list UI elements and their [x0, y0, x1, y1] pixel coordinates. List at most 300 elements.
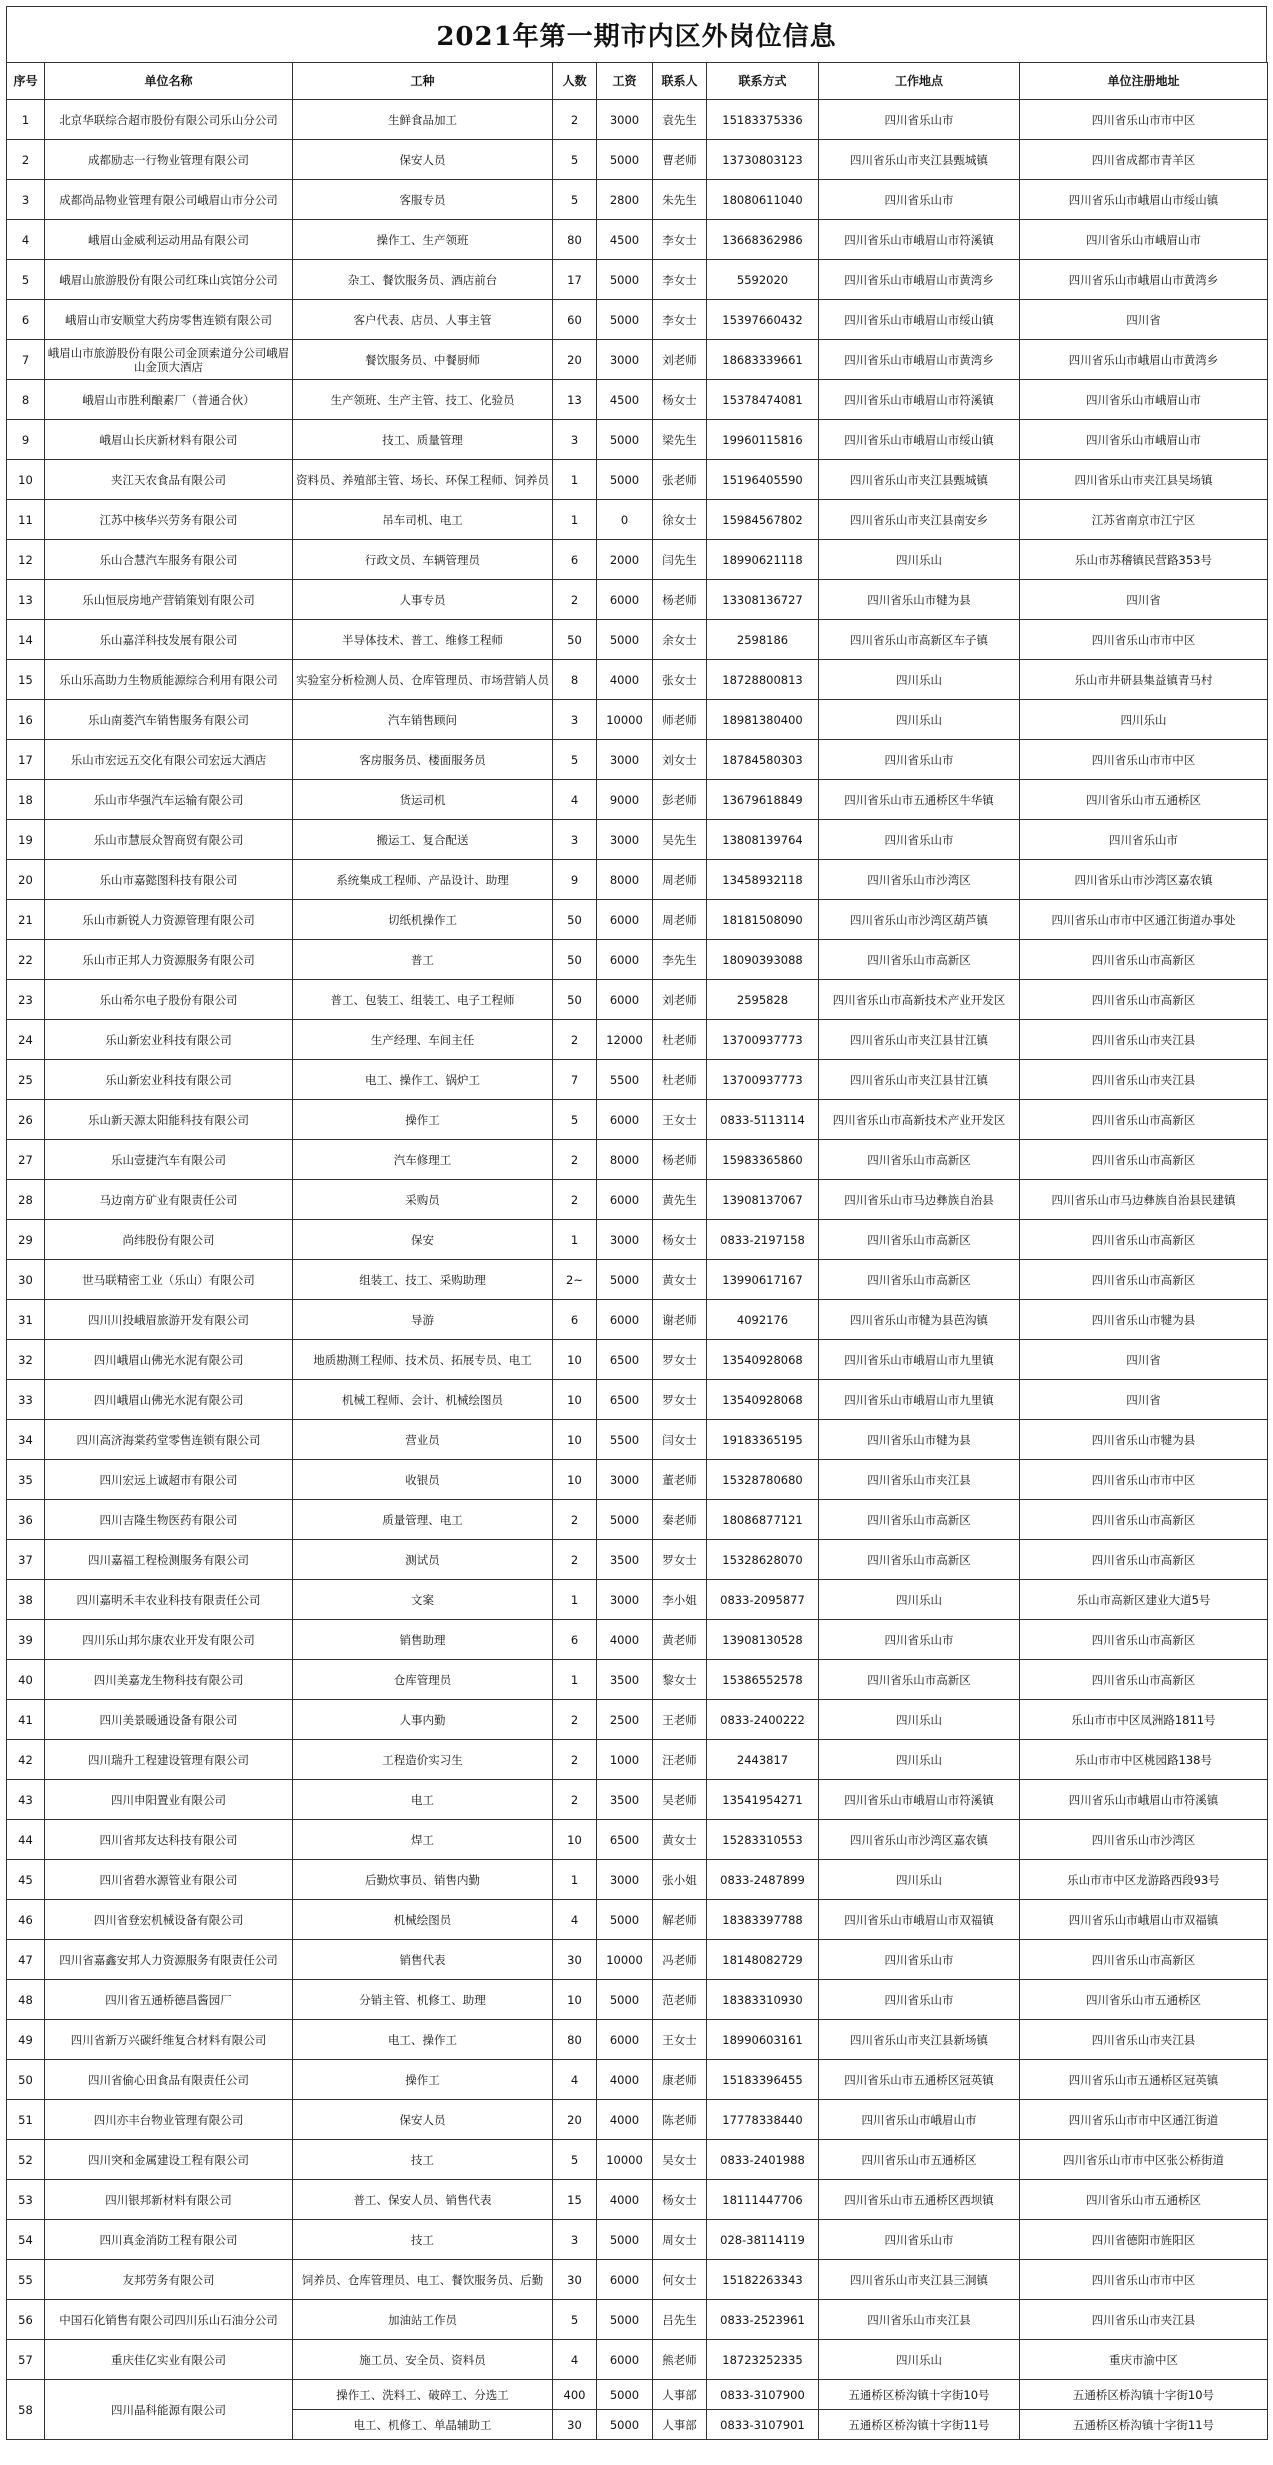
registered-address: 四川省乐山市市中区 [1020, 2260, 1268, 2300]
headcount: 80 [553, 2020, 597, 2060]
job-type: 客房服务员、楼面服务员 [293, 740, 553, 780]
contact-person: 黄老师 [653, 1620, 707, 1660]
company-name: 峨眉山长庆新材料有限公司 [45, 420, 293, 460]
row-number: 1 [7, 100, 45, 140]
work-location: 四川省乐山市五通桥区牛华镇 [819, 780, 1020, 820]
registered-address: 四川乐山 [1020, 700, 1268, 740]
company-name: 乐山嘉洋科技发展有限公司 [45, 620, 293, 660]
job-type: 系统集成工程师、产品设计、助理 [293, 860, 553, 900]
headcount: 50 [553, 940, 597, 980]
work-location: 四川省乐山市 [819, 100, 1020, 140]
company-name: 四川高济海棠药堂零售连锁有限公司 [45, 1420, 293, 1460]
company-name: 乐山壹捷汽车有限公司 [45, 1140, 293, 1180]
contact-phone: 15397660432 [707, 300, 819, 340]
salary: 6000 [597, 2340, 653, 2380]
contact-person: 陈老师 [653, 2100, 707, 2140]
contact-person: 黄先生 [653, 1180, 707, 1220]
contact-phone: 19183365195 [707, 1420, 819, 1460]
company-name: 四川亦丰台物业管理有限公司 [45, 2100, 293, 2140]
headcount: 2 [553, 1700, 597, 1740]
header-cell: 单位注册地址 [1020, 63, 1268, 100]
work-location: 四川省乐山市峨眉山市符溪镇 [819, 220, 1020, 260]
work-location: 四川乐山 [819, 1740, 1020, 1780]
header-cell: 工种 [293, 63, 553, 100]
table-row [7, 2220, 1268, 2260]
headcount: 30 [553, 2260, 597, 2300]
job-type: 电工、操作工、锅炉工 [293, 1060, 553, 1100]
headcount: 2 [553, 580, 597, 620]
salary: 6000 [597, 2260, 653, 2300]
job-type: 地质勘测工程师、技术员、拓展专员、电工 [293, 1340, 553, 1380]
row-number: 3 [7, 180, 45, 220]
contact-person: 闫女士 [653, 1420, 707, 1460]
work-location: 四川省乐山市五通桥区 [819, 2140, 1020, 2180]
contact-phone: 15378474081 [707, 380, 819, 420]
job-type: 操作工 [293, 2060, 553, 2100]
contact-phone: 18728800813 [707, 660, 819, 700]
job-type: 客户代表、店员、人事主管 [293, 300, 553, 340]
salary: 5000 [597, 260, 653, 300]
company-name: 四川省嘉鑫安邦人力资源服务有限责任公司 [45, 1940, 293, 1980]
table-row [7, 900, 1268, 940]
contact-person: 杨老师 [653, 1140, 707, 1180]
registered-address: 四川省乐山市犍为县 [1020, 1300, 1268, 1340]
company-name: 乐山市慧辰众智商贸有限公司 [45, 820, 293, 860]
company-name: 四川峨眉山佛光水泥有限公司 [45, 1340, 293, 1380]
headcount: 1 [553, 1860, 597, 1900]
table-row [7, 1500, 1268, 1540]
table-row [7, 700, 1268, 740]
company-name: 乐山合慧汽车服务有限公司 [45, 540, 293, 580]
salary: 3000 [597, 1220, 653, 1260]
work-location: 四川省乐山市高新区 [819, 940, 1020, 980]
table-row [7, 1860, 1268, 1900]
table-row [7, 2140, 1268, 2180]
contact-phone: 13700937773 [707, 1060, 819, 1100]
headcount: 4 [553, 1900, 597, 1940]
salary: 6000 [597, 1100, 653, 1140]
job-type: 仓库管理员 [293, 1660, 553, 1700]
job-type: 操作工 [293, 1100, 553, 1140]
row-number: 7 [7, 340, 45, 380]
job-type: 行政文员、车辆管理员 [293, 540, 553, 580]
table-row [7, 980, 1268, 1020]
contact-person: 何女士 [653, 2260, 707, 2300]
table-row [7, 820, 1268, 860]
job-type: 电工、机修工、单晶辅助工 [293, 2410, 553, 2440]
work-location: 四川省乐山市峨眉山市绥山镇 [819, 420, 1020, 460]
job-type: 货运司机 [293, 780, 553, 820]
company-name: 友邦劳务有限公司 [45, 2260, 293, 2300]
headcount: 3 [553, 700, 597, 740]
row-number: 5 [7, 260, 45, 300]
contact-phone: 18723252335 [707, 2340, 819, 2380]
registered-address: 四川省乐山市五通桥区冠英镇 [1020, 2060, 1268, 2100]
work-location: 四川省乐山市 [819, 1980, 1020, 2020]
headcount: 2 [553, 1740, 597, 1780]
row-number: 51 [7, 2100, 45, 2140]
work-location: 四川省乐山市峨眉山市 [819, 2100, 1020, 2140]
contact-phone: 15328628070 [707, 1540, 819, 1580]
registered-address: 四川省 [1020, 580, 1268, 620]
headcount: 10 [553, 1340, 597, 1380]
table-row [7, 2260, 1268, 2300]
registered-address: 四川省乐山市峨眉山市双福镇 [1020, 1900, 1268, 1940]
contact-phone: 18990621118 [707, 540, 819, 580]
row-number: 27 [7, 1140, 45, 1180]
contact-phone: 18080611040 [707, 180, 819, 220]
contact-phone: 13730803123 [707, 140, 819, 180]
registered-address: 重庆市渝中区 [1020, 2340, 1268, 2380]
row-number: 11 [7, 500, 45, 540]
contact-person: 杨女士 [653, 2180, 707, 2220]
registered-address: 四川省乐山市五通桥区 [1020, 1980, 1268, 2020]
row-number: 12 [7, 540, 45, 580]
registered-address: 四川省乐山市高新区 [1020, 1620, 1268, 1660]
registered-address: 四川省乐山市市中区 [1020, 620, 1268, 660]
salary: 3000 [597, 340, 653, 380]
headcount: 60 [553, 300, 597, 340]
contact-person: 秦老师 [653, 1500, 707, 1540]
company-name: 乐山希尔电子股份有限公司 [45, 980, 293, 1020]
table-row [7, 1980, 1268, 2020]
headcount: 5 [553, 140, 597, 180]
row-number: 25 [7, 1060, 45, 1100]
company-name: 尚纬股份有限公司 [45, 1220, 293, 1260]
contact-person: 梁先生 [653, 420, 707, 460]
salary: 2800 [597, 180, 653, 220]
company-name: 四川吉隆生物医药有限公司 [45, 1500, 293, 1540]
work-location: 四川省乐山市夹江县甘江镇 [819, 1060, 1020, 1100]
headcount: 6 [553, 1300, 597, 1340]
headcount: 2 [553, 1180, 597, 1220]
job-type: 收银员 [293, 1460, 553, 1500]
contact-phone: 13458932118 [707, 860, 819, 900]
salary: 5000 [597, 620, 653, 660]
company-name: 四川乐山邦尔康农业开发有限公司 [45, 1620, 293, 1660]
registered-address: 四川省乐山市夹江县 [1020, 1060, 1268, 1100]
table-row [7, 2380, 1268, 2410]
headcount: 5 [553, 1100, 597, 1140]
salary: 5000 [597, 1900, 653, 1940]
work-location: 四川省乐山市高新技术产业开发区 [819, 980, 1020, 1020]
registered-address: 四川省德阳市旌阳区 [1020, 2220, 1268, 2260]
salary: 5000 [597, 1980, 653, 2020]
work-location: 四川省乐山市沙湾区 [819, 860, 1020, 900]
headcount: 5 [553, 740, 597, 780]
headcount: 2 [553, 1140, 597, 1180]
headcount: 20 [553, 2100, 597, 2140]
headcount: 3 [553, 820, 597, 860]
company-name: 四川省偷心田食品有限责任公司 [45, 2060, 293, 2100]
salary: 5000 [597, 1500, 653, 1540]
work-location: 四川省乐山市 [819, 740, 1020, 780]
job-type: 生产经理、车间主任 [293, 1020, 553, 1060]
table-row [7, 1740, 1268, 1780]
salary: 3000 [597, 1580, 653, 1620]
table-row [7, 2340, 1268, 2380]
contact-person: 曹老师 [653, 140, 707, 180]
job-type: 人事内勤 [293, 1700, 553, 1740]
headcount: 1 [553, 1660, 597, 1700]
contact-person: 师老师 [653, 700, 707, 740]
registered-address: 四川省乐山市沙湾区嘉农镇 [1020, 860, 1268, 900]
contact-person: 王老师 [653, 1700, 707, 1740]
contact-person: 杨女士 [653, 1220, 707, 1260]
registered-address: 四川省乐山市夹江县 [1020, 1020, 1268, 1060]
contact-phone: 18981380400 [707, 700, 819, 740]
headcount: 2 [553, 100, 597, 140]
registered-address: 五通桥区桥沟镇十字街10号 [1020, 2380, 1268, 2410]
row-number: 35 [7, 1460, 45, 1500]
company-name: 世马联精密工业（乐山）有限公司 [45, 1260, 293, 1300]
work-location: 四川乐山 [819, 700, 1020, 740]
salary: 5000 [597, 2380, 653, 2410]
contact-phone: 15328780680 [707, 1460, 819, 1500]
row-number: 6 [7, 300, 45, 340]
salary: 5000 [597, 300, 653, 340]
salary: 4000 [597, 2100, 653, 2140]
row-number: 40 [7, 1660, 45, 1700]
company-name: 成都尚品物业管理有限公司峨眉山市分公司 [45, 180, 293, 220]
company-name: 马边南方矿业有限责任公司 [45, 1180, 293, 1220]
table-row [7, 2180, 1268, 2220]
headcount: 4 [553, 2340, 597, 2380]
table-row [7, 860, 1268, 900]
job-type: 施工员、安全员、资料员 [293, 2340, 553, 2380]
registered-address: 四川省乐山市高新区 [1020, 1220, 1268, 1260]
company-name: 成都励志一行物业管理有限公司 [45, 140, 293, 180]
table-row [7, 260, 1268, 300]
work-location: 四川省乐山市五通桥区西坝镇 [819, 2180, 1020, 2220]
row-number: 24 [7, 1020, 45, 1060]
registered-address: 四川省 [1020, 300, 1268, 340]
salary: 1000 [597, 1740, 653, 1780]
registered-address: 乐山市市中区凤洲路1811号 [1020, 1700, 1268, 1740]
company-name: 四川川投峨眉旅游开发有限公司 [45, 1300, 293, 1340]
headcount: 3 [553, 420, 597, 460]
job-type: 客服专员 [293, 180, 553, 220]
table-row [7, 1060, 1268, 1100]
table-row [7, 620, 1268, 660]
contact-person: 吴老师 [653, 1780, 707, 1820]
table-row [7, 2300, 1268, 2340]
headcount: 5 [553, 2300, 597, 2340]
salary: 8000 [597, 1140, 653, 1180]
contact-person: 杜老师 [653, 1020, 707, 1060]
salary: 9000 [597, 780, 653, 820]
company-name: 乐山市正邦人力资源服务有限公司 [45, 940, 293, 980]
headcount: 50 [553, 900, 597, 940]
contact-phone: 18784580303 [707, 740, 819, 780]
registered-address: 四川省 [1020, 1340, 1268, 1380]
work-location: 四川乐山 [819, 1700, 1020, 1740]
salary: 5000 [597, 420, 653, 460]
headcount: 10 [553, 1420, 597, 1460]
headcount: 3 [553, 2220, 597, 2260]
headcount: 10 [553, 1820, 597, 1860]
headcount: 8 [553, 660, 597, 700]
salary: 3000 [597, 100, 653, 140]
table-row [7, 1660, 1268, 1700]
contact-person: 刘老师 [653, 340, 707, 380]
company-name: 四川美嘉龙生物科技有限公司 [45, 1660, 293, 1700]
table-row [7, 780, 1268, 820]
work-location: 四川省乐山市夹江县甘江镇 [819, 1020, 1020, 1060]
work-location: 四川乐山 [819, 1860, 1020, 1900]
company-name: 四川宏远上诚超市有限公司 [45, 1460, 293, 1500]
work-location: 四川省乐山市 [819, 1940, 1020, 1980]
company-name: 四川突和金属建设工程有限公司 [45, 2140, 293, 2180]
salary: 4000 [597, 2060, 653, 2100]
contact-person: 张女士 [653, 660, 707, 700]
contact-phone: 13700937773 [707, 1020, 819, 1060]
job-type: 组装工、技工、采购助理 [293, 1260, 553, 1300]
contact-phone: 2595828 [707, 980, 819, 1020]
row-number: 19 [7, 820, 45, 860]
contact-person: 杨女士 [653, 380, 707, 420]
headcount: 50 [553, 620, 597, 660]
job-type: 加油站工作员 [293, 2300, 553, 2340]
company-name: 北京华联综合超市股份有限公司乐山分公司 [45, 100, 293, 140]
table-row [7, 1900, 1268, 1940]
company-name: 乐山市华强汽车运输有限公司 [45, 780, 293, 820]
table-row [7, 1540, 1268, 1580]
header-cell: 联系方式 [707, 63, 819, 100]
registered-address: 四川省乐山市马边彝族自治县民建镇 [1020, 1180, 1268, 1220]
contact-phone: 17778338440 [707, 2100, 819, 2140]
table-row [7, 340, 1268, 380]
table-row [7, 500, 1268, 540]
work-location: 四川省乐山市犍为县 [819, 580, 1020, 620]
salary: 3000 [597, 820, 653, 860]
work-location: 四川省乐山市犍为县芭沟镇 [819, 1300, 1020, 1340]
job-type: 后勤炊事员、销售内勤 [293, 1860, 553, 1900]
job-type: 杂工、餐饮服务员、酒店前台 [293, 260, 553, 300]
table-row [7, 1460, 1268, 1500]
table-row [7, 1020, 1268, 1060]
table-row [7, 100, 1268, 140]
job-listing-sheet [6, 6, 1267, 2440]
contact-person: 吴先生 [653, 820, 707, 860]
company-name: 四川省新万兴碳纤维复合材料有限公司 [45, 2020, 293, 2060]
contact-phone: 15196405590 [707, 460, 819, 500]
salary: 5500 [597, 1420, 653, 1460]
headcount: 2 [553, 1780, 597, 1820]
job-type: 营业员 [293, 1420, 553, 1460]
job-type: 焊工 [293, 1820, 553, 1860]
company-name: 四川峨眉山佛光水泥有限公司 [45, 1380, 293, 1420]
job-type: 导游 [293, 1300, 553, 1340]
job-type: 工程造价实习生 [293, 1740, 553, 1780]
contact-phone: 13908130528 [707, 1620, 819, 1660]
registered-address: 乐山市高新区建业大道5号 [1020, 1580, 1268, 1620]
headcount: 4 [553, 2060, 597, 2100]
contact-person: 周女士 [653, 2220, 707, 2260]
registered-address: 四川省乐山市犍为县 [1020, 1420, 1268, 1460]
registered-address: 四川省乐山市沙湾区 [1020, 1820, 1268, 1860]
row-number: 23 [7, 980, 45, 1020]
registered-address: 四川省乐山市五通桥区 [1020, 2180, 1268, 2220]
row-number: 30 [7, 1260, 45, 1300]
table-row [7, 1820, 1268, 1860]
work-location: 五通桥区桥沟镇十字街11号 [819, 2410, 1020, 2440]
contact-phone: 0833-5113114 [707, 1100, 819, 1140]
contact-phone: 18383310930 [707, 1980, 819, 2020]
table-row [7, 2020, 1268, 2060]
registered-address: 四川省乐山市高新区 [1020, 1500, 1268, 1540]
contact-person: 解老师 [653, 1900, 707, 1940]
contact-person: 朱先生 [653, 180, 707, 220]
work-location: 四川省乐山市 [819, 180, 1020, 220]
row-number: 46 [7, 1900, 45, 1940]
company-name: 四川瑞升工程建设管理有限公司 [45, 1740, 293, 1780]
headcount: 80 [553, 220, 597, 260]
registered-address: 四川省乐山市峨眉山市黄湾乡 [1020, 260, 1268, 300]
table-row [7, 1260, 1268, 1300]
job-type: 吊车司机、电工 [293, 500, 553, 540]
contact-person: 人事部 [653, 2410, 707, 2440]
company-name: 峨眉山市胜利酿素厂（普通合伙） [45, 380, 293, 420]
table-row [7, 1180, 1268, 1220]
company-name: 四川嘉福工程检测服务有限公司 [45, 1540, 293, 1580]
work-location: 四川省乐山市峨眉山市黄湾乡 [819, 260, 1020, 300]
contact-phone: 15983365860 [707, 1140, 819, 1180]
row-number: 21 [7, 900, 45, 940]
row-number: 17 [7, 740, 45, 780]
row-number: 15 [7, 660, 45, 700]
registered-address: 四川省乐山市市中区 [1020, 1460, 1268, 1500]
row-number: 42 [7, 1740, 45, 1780]
contact-phone: 5592020 [707, 260, 819, 300]
job-type: 饲养员、仓库管理员、电工、餐饮服务员、后勤 [293, 2260, 553, 2300]
contact-person: 黄女士 [653, 1820, 707, 1860]
work-location: 四川省乐山市夹江县甄城镇 [819, 140, 1020, 180]
headcount: 10 [553, 1460, 597, 1500]
salary: 6500 [597, 1380, 653, 1420]
contact-phone: 13808139764 [707, 820, 819, 860]
work-location: 四川省乐山市峨眉山市双福镇 [819, 1900, 1020, 1940]
job-type: 质量管理、电工 [293, 1500, 553, 1540]
job-type: 普工 [293, 940, 553, 980]
work-location: 四川省乐山市高新区车子镇 [819, 620, 1020, 660]
job-type: 餐饮服务员、中餐厨师 [293, 340, 553, 380]
row-number: 48 [7, 1980, 45, 2020]
contact-phone: 18990603161 [707, 2020, 819, 2060]
work-location: 四川省乐山市沙湾区嘉农镇 [819, 1820, 1020, 1860]
row-number: 55 [7, 2260, 45, 2300]
job-type: 汽车修理工 [293, 1140, 553, 1180]
salary: 5000 [597, 140, 653, 180]
contact-person: 彭老师 [653, 780, 707, 820]
contact-person: 杜老师 [653, 1060, 707, 1100]
table-row [7, 1780, 1268, 1820]
row-number: 43 [7, 1780, 45, 1820]
contact-person: 吴女士 [653, 2140, 707, 2180]
company-name: 夹江天农食品有限公司 [45, 460, 293, 500]
row-number: 56 [7, 2300, 45, 2340]
registered-address: 四川省乐山市高新区 [1020, 1100, 1268, 1140]
company-name: 峨眉山市旅游股份有限公司金顶索道分公司峨眉山金顶大酒店 [45, 340, 293, 380]
headcount: 17 [553, 260, 597, 300]
registered-address: 四川省乐山市市中区通江街道办事处 [1020, 900, 1268, 940]
row-number: 39 [7, 1620, 45, 1660]
work-location: 四川省乐山市峨眉山市绥山镇 [819, 300, 1020, 340]
headcount: 13 [553, 380, 597, 420]
row-number: 29 [7, 1220, 45, 1260]
company-name: 乐山新宏业科技有限公司 [45, 1060, 293, 1100]
registered-address: 四川省乐山市夹江县吴场镇 [1020, 460, 1268, 500]
